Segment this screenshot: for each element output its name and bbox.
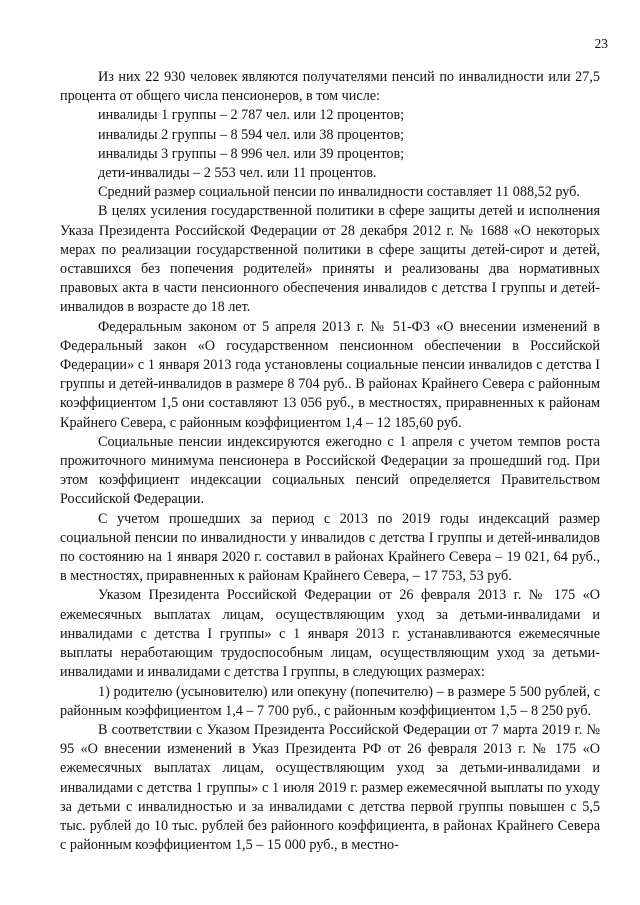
paragraph: В целях усиления государственной политики в сфере защиты детей и исполнения Указа Президента Российской Федерации от 28 декабря 2012 г. № 1688 «О некоторых мерах по реализации государственной политики в сфере защиты детей-сирот и детей, оставшихся без попечения родителей» приняты и реализованы два нормативных правовых акта в части пенсионного обеспечения инвалидов с детства I группы и детей-инвалидов в возрасте до 18 лет. (60, 203, 600, 316)
paragraph: С учетом прошедших за период с 2013 по 2019 годы индексаций размер социальной пенсии по инвалидности у инвалидов с детства I группы и детей-инвалидов по состоянию на 1 января 2020 г. составил в районах Крайнего Севера – 19 021, 64 руб., в местностях, приравненных к районам Крайнего Севера, – 17 753, 53 руб. (60, 510, 600, 585)
list-item: дети-инвалиды – 2 553 чел. или 11 процентов. (98, 165, 377, 182)
list-item: инвалиды 2 группы – 8 594 чел. или 38 процентов; (98, 126, 405, 143)
paragraph: Социальные пенсии индексируются ежегодно с 1 апреля с учетом темпов роста прожиточного минимума пенсионера в Российской Федерации за прошедший год. При этом коэффициент индексации социальных пенсий определяется Правительством Российской Федерации. (60, 433, 600, 508)
paragraph: 1) родителю (усыновителю) или опекуну (попечителю) – в размере 5 500 рублей, с районным коэффициентом 1,4 – 7 700 руб., с районным коэффициентом 1,5 – 8 250 руб. (60, 683, 600, 719)
list-item: инвалиды 1 группы – 2 787 чел. или 12 процентов; (98, 107, 405, 124)
paragraph: Средний размер социальной пенсии по инвалидности составляет 11 088,52 руб. (98, 184, 580, 201)
document-body (60, 68, 600, 855)
list-item: инвалиды 3 группы – 8 996 чел. или 39 процентов; (98, 145, 405, 162)
page-number: 23 (594, 36, 608, 51)
paragraph: В соответствии с Указом Президента Российской Федерации от 7 марта 2019 г. № 95 «О внесении изменений в Указ Президента РФ от 26 февраля 2013 г. № 175 «О ежемесячных выплатах лицам, осуществляющим уход за детьми-инвалидами и инвалидами с детства 1 группы» с 1 июля 2019 г. размер ежемесячной выплаты по уходу за детьми с инвалидностью и за инвалидами с детства первой группы повышен с 5,5 тыс. рублей до 10 тыс. рублей без районного коэффициента, в районах Крайнего Севера с районным коэффициентом 1,5 – 15 000 руб., в местно- (60, 721, 600, 854)
paragraph: Указом Президента Российской Федерации от 26 февраля 2013 г. № 175 «О ежемесячных выплатах лицам, осуществляющим уход за детьми-инвалидами и инвалидами с детства I группы» с 1 января 2013 г. устанавливаются ежемесячные выплаты неработающим трудоспособным лицам, осуществляющим уход за детьми-инвалидами и инвалидами с детства I группы, в следующих размерах: (60, 587, 600, 681)
paragraph: Федеральным законом от 5 апреля 2013 г. № 51-ФЗ «О внесении изменений в Федеральный закон «О государственном пенсионном обеспечении в Российской Федерации» с 1 января 2013 года установлены социальные пенсии инвалидов с детства I группы и детей-инвалидов в размере 8 704 руб.. В районах Крайнего Севера с районным коэффициентом 1,5 они составляют 13 056 руб., в местностях, приравненных к районам Крайнего Севера, с районным коэффициентом 1,4 – 12 185,60 руб. (60, 318, 600, 431)
paragraph: Из них 22 930 человек являются получателями пенсий по инвалидности или 27,5 процента от общего числа пенсионеров, в том числе: (60, 69, 600, 105)
